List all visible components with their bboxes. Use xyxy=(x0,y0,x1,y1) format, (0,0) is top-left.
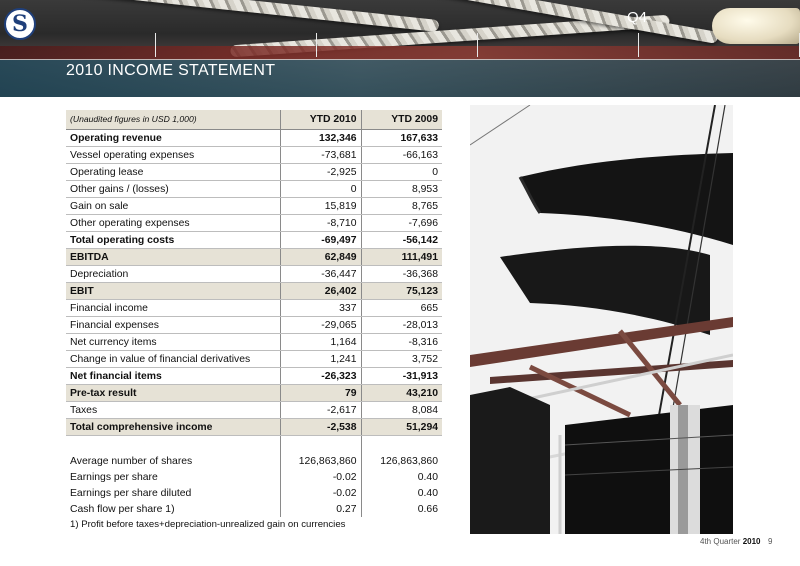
row-label: Operating lease xyxy=(66,164,280,181)
table-header-row xyxy=(66,110,442,130)
table-row xyxy=(66,130,442,147)
column-header-ytd-2010: YTD 2010 xyxy=(280,110,361,130)
row-value-2010: -36,447 xyxy=(280,266,361,283)
row-value-2009: 0.40 xyxy=(361,469,442,485)
row-value-2010: 15,819 xyxy=(280,198,361,215)
banner-tick xyxy=(316,33,317,57)
vessel-structure-image xyxy=(470,105,733,534)
page-number: 9 xyxy=(768,537,773,546)
row-value-2009: 8,953 xyxy=(361,181,442,198)
row-label: Pre-tax result xyxy=(66,385,280,402)
row-value-2009: -56,142 xyxy=(361,232,442,249)
logo-icon: S xyxy=(12,11,28,37)
table-row xyxy=(66,198,442,215)
table-row xyxy=(66,485,442,501)
quarter-label: Q4 xyxy=(627,9,648,26)
table-spacer-row xyxy=(66,436,442,454)
row-value-2009: -31,913 xyxy=(361,368,442,385)
fender-decoration xyxy=(712,8,800,44)
banner-rule xyxy=(0,59,800,60)
row-label: Net currency items xyxy=(66,334,280,351)
row-value-2009: 8,765 xyxy=(361,198,442,215)
footnote: 1) Profit before taxes+depreciation-unrealized gain on currencies xyxy=(70,519,346,530)
row-label: Other gains / (losses) xyxy=(66,181,280,198)
table-row xyxy=(66,317,442,334)
page-title: 2010 INCOME STATEMENT xyxy=(66,62,276,79)
row-label: Operating revenue xyxy=(66,130,280,147)
income-statement xyxy=(66,110,442,517)
row-value-2010: -2,538 xyxy=(280,419,361,436)
table-row xyxy=(66,402,442,419)
row-value-2010: -26,323 xyxy=(280,368,361,385)
row-label: Earnings per share diluted xyxy=(70,487,192,499)
table-row xyxy=(66,147,442,164)
table-row xyxy=(66,334,442,351)
income-statement-table xyxy=(66,110,442,517)
row-label: Financial income xyxy=(66,300,280,317)
table-row xyxy=(66,453,442,469)
footer-period-prefix: 4th Quarter xyxy=(700,537,741,546)
row-value-2010: 1,241 xyxy=(280,351,361,368)
row-label: EBITDA xyxy=(66,249,280,266)
vessel-photo xyxy=(470,105,733,534)
table-row xyxy=(66,215,442,232)
table-caption: (Unaudited figures in USD 1,000) xyxy=(66,110,280,130)
row-label: Vessel operating expenses xyxy=(66,147,280,164)
row-value-2009: 0.66 xyxy=(361,501,442,517)
company-logo xyxy=(4,8,36,40)
row-value-2009: 167,633 xyxy=(361,130,442,147)
row-value-2010: -8,710 xyxy=(280,215,361,232)
row-value-2010: 0 xyxy=(280,181,361,198)
row-value-2009: 0 xyxy=(361,164,442,181)
row-label: Gain on sale xyxy=(66,198,280,215)
row-value-2010: -0.02 xyxy=(280,469,361,485)
row-value-2010: 1,164 xyxy=(280,334,361,351)
footer-period xyxy=(700,537,761,546)
table-row xyxy=(66,469,442,485)
row-value-2009: 75,123 xyxy=(361,283,442,300)
row-value-2009: 51,294 xyxy=(361,419,442,436)
row-label: Depreciation xyxy=(66,266,280,283)
table-row xyxy=(66,368,442,385)
row-label: Average number of shares xyxy=(70,455,193,467)
banner-tick xyxy=(155,33,156,57)
column-header-ytd-2009: YTD 2009 xyxy=(361,110,442,130)
row-value-2009: 43,210 xyxy=(361,385,442,402)
row-value-2009: 0.40 xyxy=(361,485,442,501)
row-value-2010: -2,925 xyxy=(280,164,361,181)
row-label: Taxes xyxy=(66,402,280,419)
row-value-2009: 111,491 xyxy=(361,249,442,266)
row-value-2009: -28,013 xyxy=(361,317,442,334)
row-value-2010: 337 xyxy=(280,300,361,317)
row-value-2009: -36,368 xyxy=(361,266,442,283)
rope-decoration xyxy=(0,0,439,32)
row-value-2009: 8,084 xyxy=(361,402,442,419)
table-row xyxy=(66,283,442,300)
table-row xyxy=(66,385,442,402)
row-label: Total comprehensive income xyxy=(66,419,280,436)
row-value-2010: -29,065 xyxy=(280,317,361,334)
table-row xyxy=(66,181,442,198)
row-label: Change in value of financial derivatives xyxy=(66,351,280,368)
banner-stripe xyxy=(0,46,800,60)
row-value-2010: 0.27 xyxy=(280,501,361,517)
row-value-2009: -7,696 xyxy=(361,215,442,232)
banner-tick xyxy=(638,33,639,57)
row-value-2010: 79 xyxy=(280,385,361,402)
row-value-2010: -2,617 xyxy=(280,402,361,419)
row-value-2010: 26,402 xyxy=(280,283,361,300)
row-value-2009: 3,752 xyxy=(361,351,442,368)
table-row xyxy=(66,351,442,368)
table-row xyxy=(66,300,442,317)
table-row xyxy=(66,419,442,436)
row-label: Net financial items xyxy=(66,368,280,385)
table-row xyxy=(66,266,442,283)
row-value-2009: -8,316 xyxy=(361,334,442,351)
row-label: Earnings per share xyxy=(70,471,158,483)
header-banner xyxy=(0,0,800,97)
table-row xyxy=(66,232,442,249)
table-row xyxy=(66,501,442,517)
row-label: EBIT xyxy=(66,283,280,300)
row-value-2010: -73,681 xyxy=(280,147,361,164)
banner-tick xyxy=(477,33,478,57)
row-value-2010: 126,863,860 xyxy=(280,453,361,469)
table-row xyxy=(66,164,442,181)
row-value-2009: -66,163 xyxy=(361,147,442,164)
row-value-2010: -69,497 xyxy=(280,232,361,249)
row-label: Financial expenses xyxy=(66,317,280,334)
footer-period-year: 2010 xyxy=(742,537,761,546)
row-value-2010: 62,849 xyxy=(280,249,361,266)
row-value-2010: -0.02 xyxy=(280,485,361,501)
row-label: Other operating expenses xyxy=(66,215,280,232)
row-value-2010: 132,346 xyxy=(280,130,361,147)
row-label: Total operating costs xyxy=(66,232,280,249)
row-value-2009: 665 xyxy=(361,300,442,317)
row-value-2009: 126,863,860 xyxy=(361,453,442,469)
row-label: Cash flow per share 1) xyxy=(70,503,175,515)
table-row xyxy=(66,249,442,266)
